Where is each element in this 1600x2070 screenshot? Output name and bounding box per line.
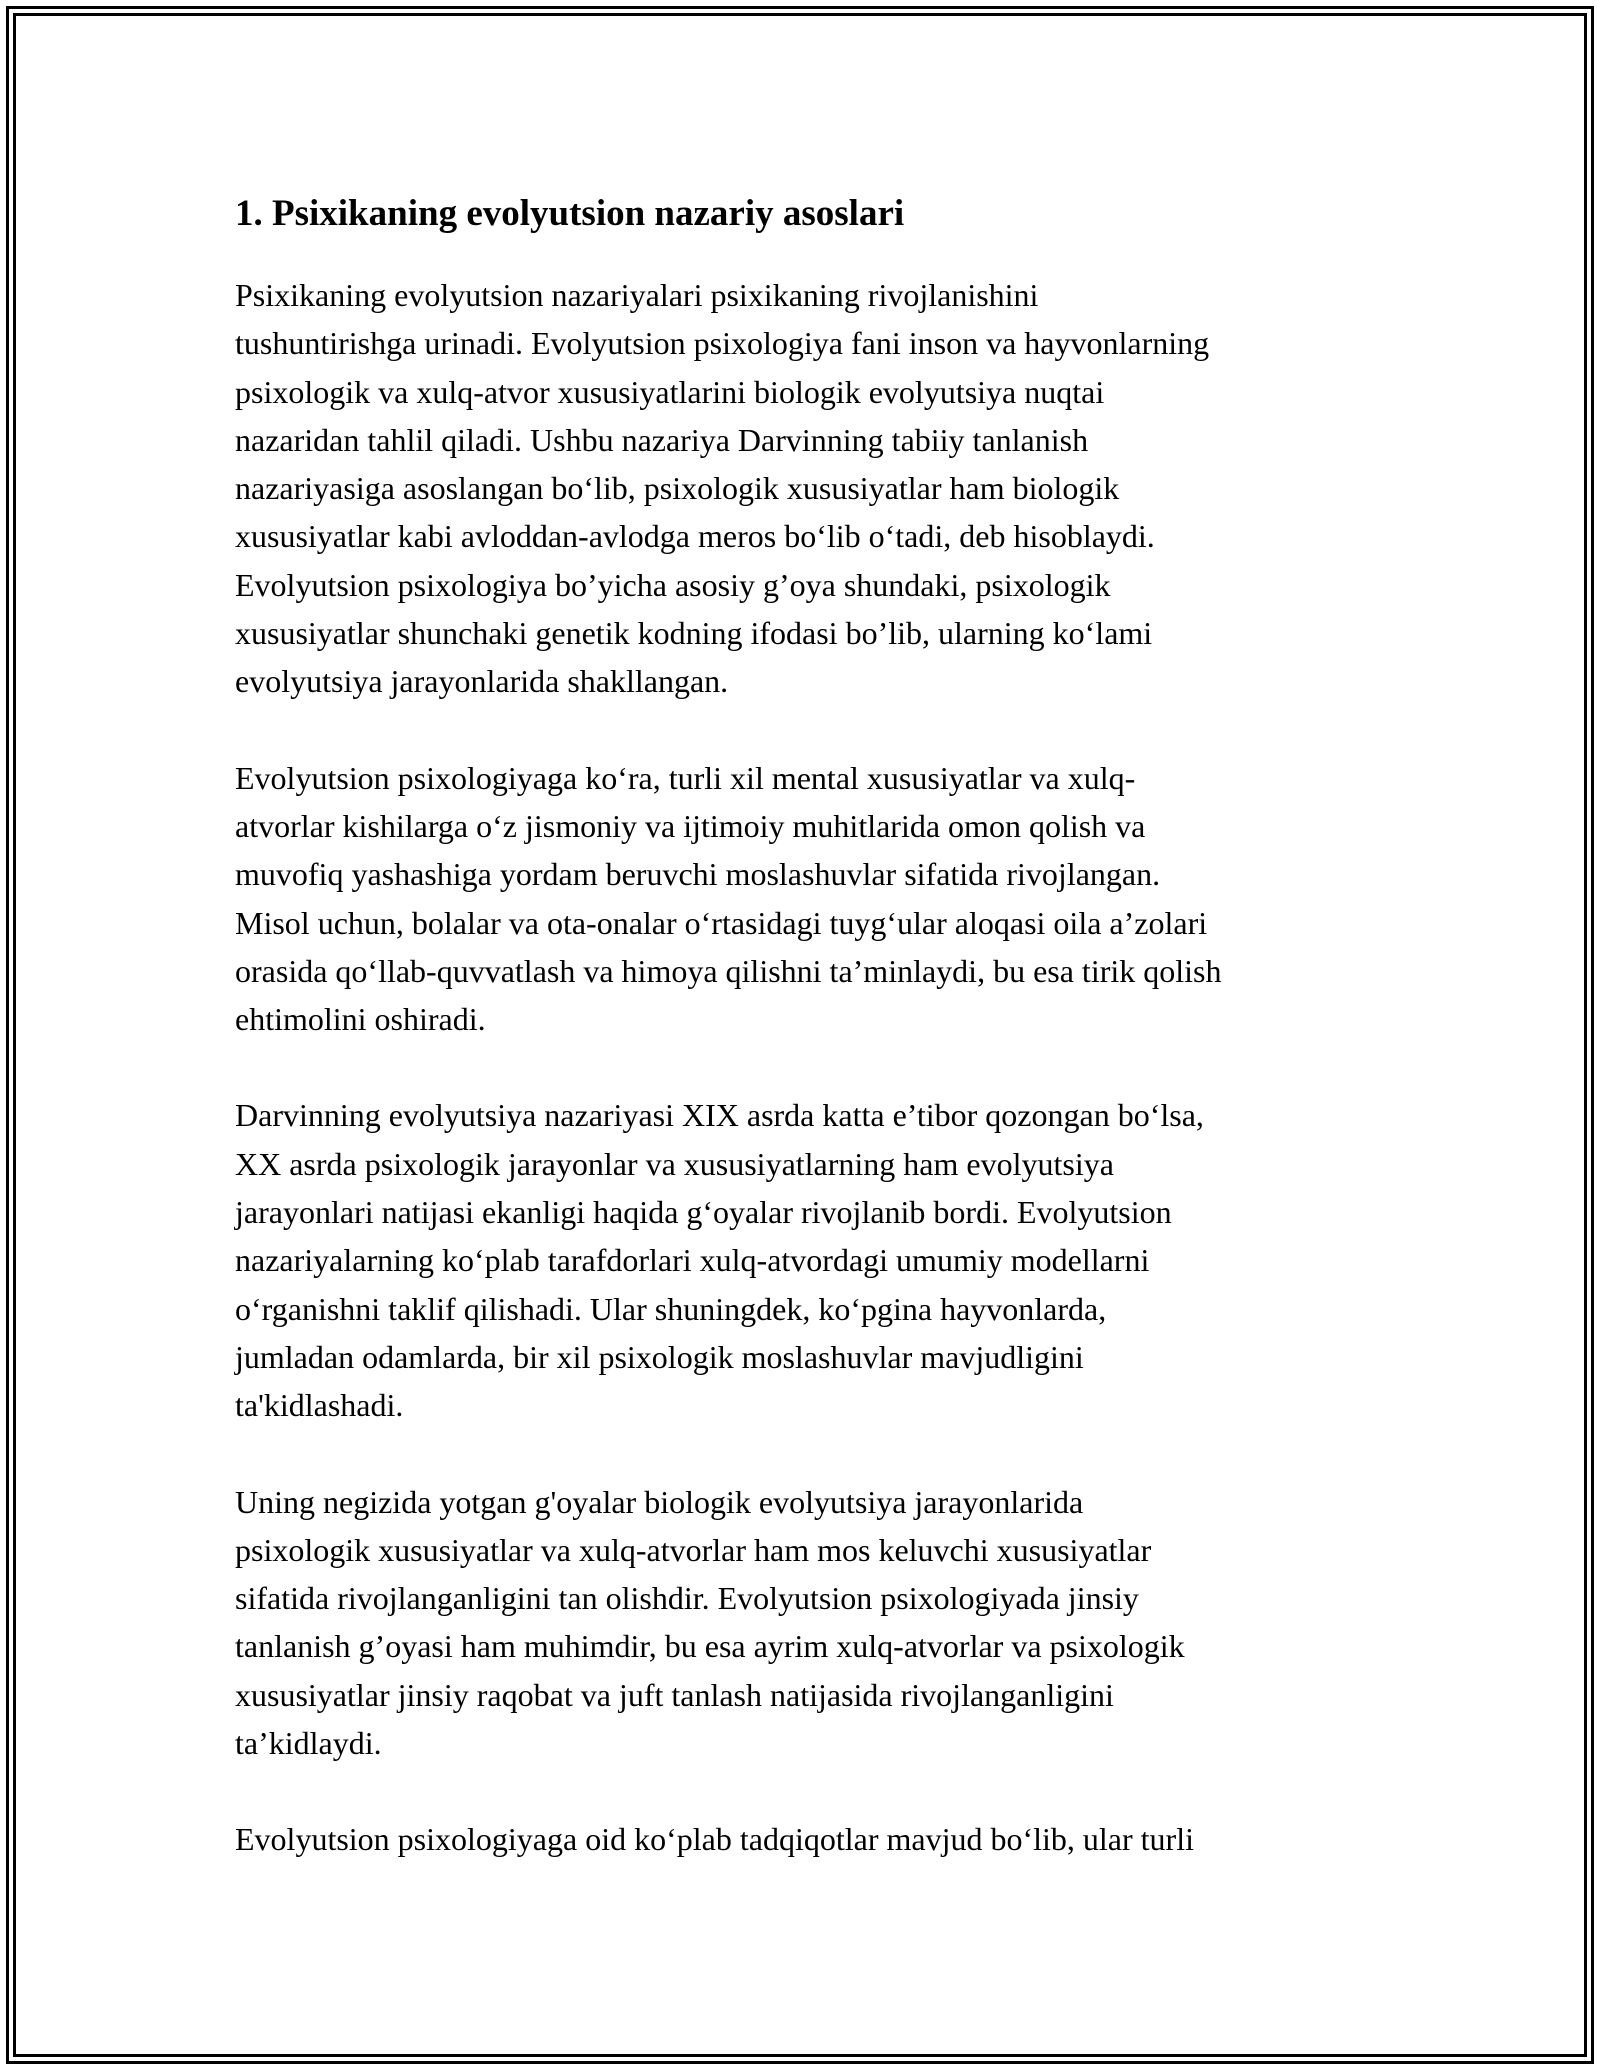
text-line: ehtimolini oshiradi. [235,1001,486,1038]
section-heading: 1. Psixikaning evolyutsion nazariy asoslari [235,193,905,234]
text-line: atvorlar kishilarga o‘z jismoniy va ijtimoiy muhitlarida omon qolish va [235,807,1146,844]
text-line: Evolyutsion psixologiya bo’yicha asosiy g’oya shundaki, psixologik [235,566,1111,603]
text-line: evolyutsiya jarayonlarida shakllangan. [235,663,729,700]
text-line: Psixikaning evolyutsion nazariyalari psixikaning rivojlanishini [235,277,1039,313]
text-line: psixologik va xulq-atvor xususiyatlarini biologik evolyutsiya nuqtai [235,373,1105,410]
paragraph-1 [235,271,1395,706]
text-line: Darvinning evolyutsiya nazariyasi XIX asrda katta e’tibor qozongan bo‘lsa, [235,1097,1204,1134]
text-line: nazariyasiga asoslangan bo‘lib, psixologik xususiyatlar ham biologik [235,470,1120,507]
text-line: tushuntirishga urinadi. Evolyutsion psixologiya fani inson va hayvonlarning [235,325,1210,362]
text-line: Evolyutsion psixologiyaga oid ko‘plab tadqiqotlar mavjud bo‘lib, ular turli [235,1821,1194,1858]
text-line: jumladan odamlarda, bir xil psixologik moslashuvlar mavjudligini [235,1338,1084,1375]
text-line: Misol uchun, bolalar va ota-onalar o‘rtasidagi tuyg‘ular aloqasi oila a’zolari [235,904,1208,941]
text-line: Evolyutsion psixologiyaga ko‘ra, turli xil mental xususiyatlar va xulq- [235,759,1136,796]
text-line: Uning negizida yotgan g'oyalar biologik evolyutsiya jarayonlarida [235,1483,1084,1520]
document-body [235,185,1395,1912]
text-line: tanlanish g’oyasi ham muhimdir, bu esa ayrim xulq-atvorlar va psixologik [235,1628,1185,1665]
text-line: ta’kidlaydi. [235,1725,382,1762]
paragraph-2 [235,754,1395,1044]
text-line: psixologik xususiyatlar va xulq-atvorlar ham mos keluvchi xususiyatlar [235,1531,1152,1568]
text-line: sifatida rivojlanganligini tan olishdir. Evolyutsion psixologiyada jinsiy [235,1580,1139,1617]
text-line: xususiyatlar kabi avloddan-avlodga meros bo‘lib o‘tadi, deb hisoblaydi. [235,518,1155,555]
text-line: nazaridan tahlil qiladi. Ushbu nazariya Darvinning tabiiy tanlanish [235,421,1089,458]
text-line: muvofiq yashashiga yordam beruvchi moslashuvlar sifatida rivojlangan. [235,856,1161,893]
text-line: ta'kidlashadi. [235,1387,404,1424]
text-line: xususiyatlar jinsiy raqobat va juft tanlash natijasida rivojlanganligini [235,1676,1114,1713]
text-line: orasida qo‘llab-quvvatlash va himoya qilishni ta’minlaydi, bu esa tirik qolish [235,952,1222,989]
text-line: o‘rganishni taklif qilishadi. Ular shuningdek, ko‘pgina hayvonlarda, [235,1290,1107,1327]
paragraph-4 [235,1478,1395,1768]
text-line: jarayonlari natijasi ekanligi haqida g‘oyalar rivojlanib bordi. Evolyutsion [235,1194,1172,1231]
text-line: nazariyalarning ko‘plab tarafdorlari xulq-atvordagi umumiy modellarni [235,1242,1150,1279]
text-line: XX asrda psixologik jarayonlar va xususiyatlarning ham evolyutsiya [235,1145,1114,1182]
text-line: xususiyatlar shunchaki genetik kodning ifodasi bo’lib, ularning ko‘lami [235,615,1153,652]
paragraph-5 [235,1815,1395,1863]
paragraph-3 [235,1091,1395,1429]
